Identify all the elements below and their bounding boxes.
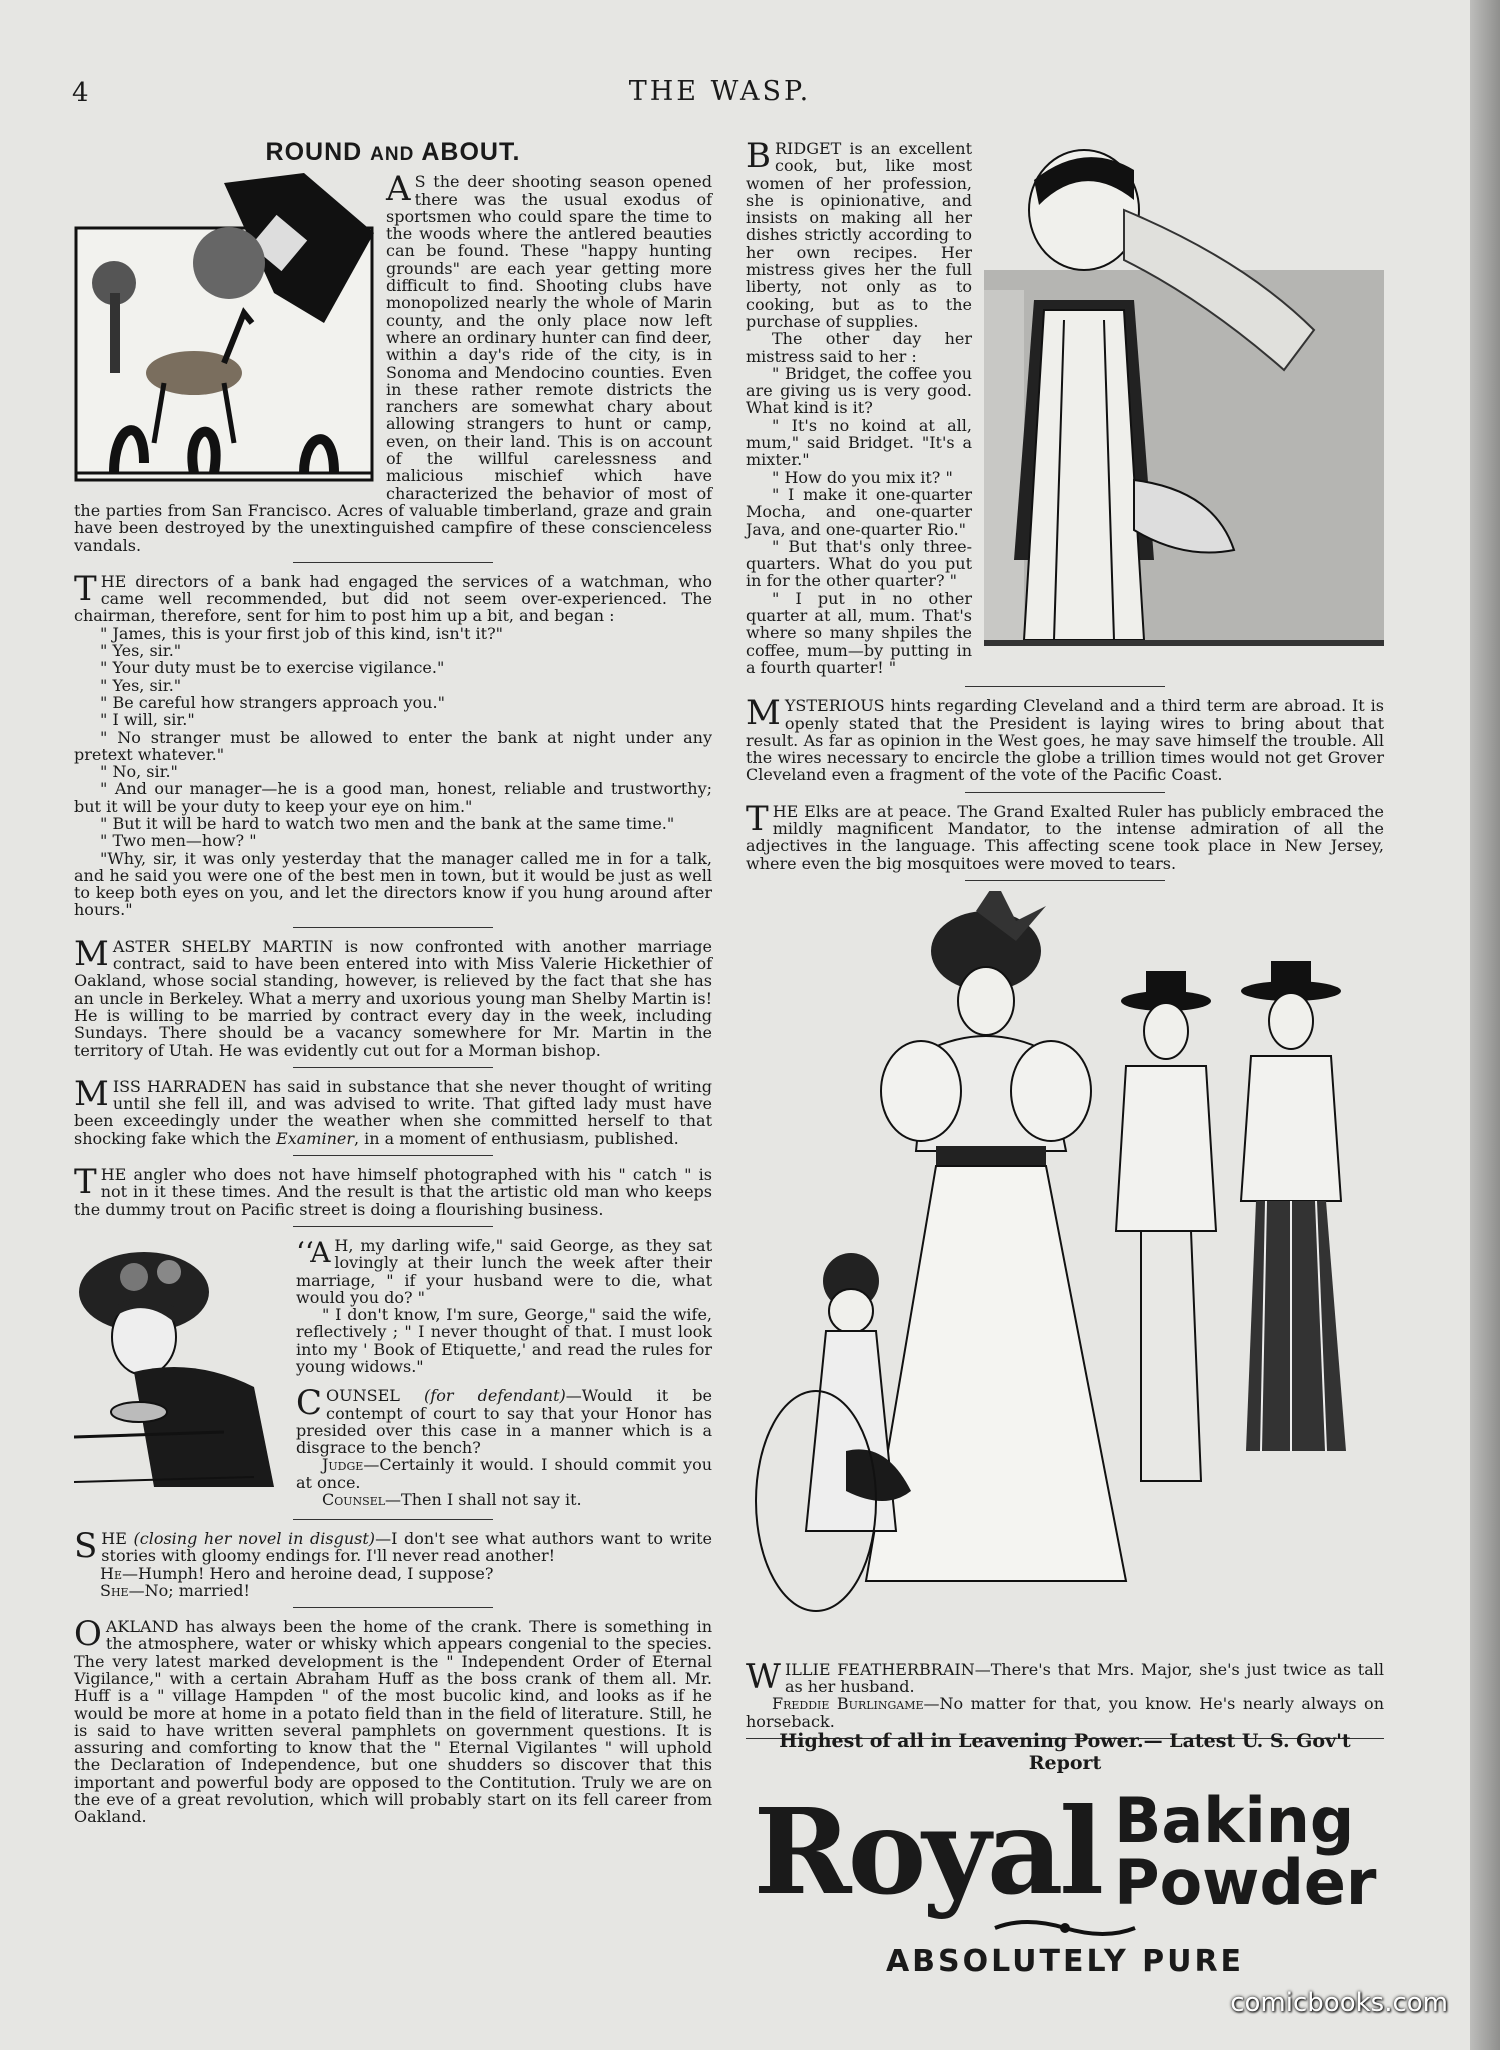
novel-article: SHE (closing her novel in disgust)—I don't see what authors want to write stories with gloomy endings for. I'll never read another! He—Humph! Hero and heroine dead, I suppose? She—No; married! bbox=[74, 1525, 712, 1600]
oakland-article: OAKLAND has always been the home of the crank. There is something in the atmosphere, water or whisky which appears congenial to the species. The very latest marked development is the " Independent Order of Eternal Vigilance," with a certain Abraham Huff as the boss crank of them all. Mr. Huff is a " village Hampden " of the most bucolic kind, and looks as if he would be more at home in a potato field than in the field of literature. Still, he is said to have written several pamphlets on government questions. It is assuring and comforting to know that the " Eternal Vigilantes " will uphold the Declaration of Independence, but one shudders so discover that this important and powerful body are opposed to the Contitution. Truly we are on the eve of a great revolution, which will probably start on its fell career from Oakland. bbox=[74, 1614, 712, 1827]
divider bbox=[293, 1519, 493, 1520]
divider bbox=[965, 792, 1165, 793]
ad-tagline: Highest of all in Leavening Power.— Latest U. S. Gov't Report bbox=[779, 1730, 1351, 1774]
left-column bbox=[74, 140, 712, 1828]
page-edge bbox=[1470, 0, 1500, 2050]
divider bbox=[293, 1226, 493, 1227]
deer-illustration bbox=[74, 173, 374, 483]
willie-caption: WILLIE FEATHERBRAIN—There's that Mrs. Major, she's just twice as tall as her husband. Freddie Burlingame—No matter for that, you know. He's nearly always on horseback. bbox=[746, 1656, 1384, 1731]
george-article: ‘‘A H, my darling wife," said George, as they sat lovingly at their lunch the week after their marriage, " if your husband were to die, what would you do? " " I don't know, I'm sure, George," said the wife, reflectively ; " I never thought of that. I must look into my ' Book of Etiquette,' and read the rules for young widows." COUNSEL (for defendant)—Would it be contempt of court to say that your Honor has presided over this case in a manner which is a disgrace to the bench? Judge—Certainly it would. I should commit you at once. Counsel—Then I shall not say it. bbox=[74, 1237, 712, 1508]
woman-reading-illustration bbox=[74, 1237, 284, 1507]
divider bbox=[293, 1607, 493, 1608]
counsel-article: COUNSEL (for defendant)—Would it be contempt of court to say that your Honor has presided over this case in a manner which is a disgrace to the bench? bbox=[296, 1383, 712, 1458]
masthead: THE WASP. bbox=[628, 76, 812, 107]
bank-article: THE directors of a bank had engaged the services of a watchman, who came well recommended, but did not seem over-experienced. The chairman, therefore, sent for him to post him up a bit, and began : " James, this is your first job of this kind, isn't it?" " Yes, sir." " Your duty must be to exercise vigilance." " Yes, sir." " Be careful how strangers approach you." " I will, sir." " No stranger must be allowed to enter the bank at night under any pretext whatever." " No, sir." " And our manager—he is a good man, honest, reliable and trustworthy; but it will be your duty to keep your eye on him." " But it will be hard to watch two men and the bank at the same time." " Two men—how? " "Why, sir, it was only yesterday that the manager called me in for a talk, and he said you were one of the best men in town, but it would be just as well to keep both eyes on you, and let the directors know if you hung around after hours." bbox=[74, 568, 712, 920]
divider bbox=[965, 686, 1165, 687]
watermark: comicbooks.com bbox=[1230, 1988, 1448, 2018]
divider bbox=[293, 927, 493, 928]
divider bbox=[293, 1067, 493, 1068]
divider bbox=[293, 1155, 493, 1156]
shelby-article: MASTER SHELBY MARTIN is now confronted with another marriage contract, said to have been entered into with Miss Valerie Hickethier of Oakland, whose social standing, however, is relieved by the fact that she has an uncle in Berkeley. What a merry and uxorious young man Shelby Martin is! He is willing to be married by contract every day in the week, including Sundays. There should be a vacancy somewhere for Mr. Martin in the territory of Utah. He was evidently cut out for a Morman bishop. bbox=[74, 933, 712, 1060]
harraden-article: MISS HARRADEN has said in substance that she never thought of writing until she fell ill, and was advised to write. That gifted lady must have been exceedingly under the weather when she committed herself to that shocking fake which the Examiner, in a moment of enthusiasm, published. bbox=[74, 1073, 712, 1148]
brand-name: Royal bbox=[753, 1782, 1101, 1921]
right-column bbox=[746, 136, 1384, 1749]
section-title: ROUND AND ABOUT. bbox=[265, 138, 521, 166]
cleveland-article: MYSTERIOUS hints regarding Cleveland and a third term are abroad. It is openly stated that the President is laying wires to bring about that result. As far as opinion in the West goes, he may save himself the trouble. All the wires necessary to encircle the globe a trillion times would not get Grover Cleveland even a fragment of the vote of the Pacific Coast. bbox=[746, 693, 1384, 785]
elks-article: THE Elks are at peace. The Grand Exalted Ruler has publicly embraced the mildly magnificent Mandator, to the intense admiration of all the adjectives in the language. This affecting scene took place in New Jersey, where even the big mosquitoes were moved to tears. bbox=[746, 798, 1384, 873]
royal-baking-powder-ad bbox=[746, 1730, 1384, 1979]
society-illustration bbox=[746, 891, 1384, 1651]
ad-slogan: ABSOLUTELY PURE bbox=[885, 1944, 1245, 1979]
page-number: 4 bbox=[72, 78, 89, 108]
divider bbox=[965, 880, 1165, 881]
cook-illustration bbox=[984, 140, 1384, 660]
ad-brand bbox=[746, 1782, 1384, 1921]
bridget-article: BRIDGET is an excellent cook, but, like most women of her profession, she is opinionative, and insists on making all her dishes strictly according to her own recipes. Her mistress gives her the full liberty, not only as to cooking, but as to the purchase of supplies. The other day her mistress said to her : " Bridget, the coffee you are giving us is very good. What kind is it? " It's no koind at all, mum," said Bridget. "It's a mixter." " How do you mix it? " " I make it one-quarter Mocha, and one-quarter Java, and one-quarter Rio." " But that's only three-quarters. What do you put in for the other quarter? " " I put in no other quarter at all, mum. That's where so many shpiles the coffee, mum—by putting in a fourth quarter! " bbox=[746, 140, 1384, 676]
deer-article: A S the deer shooting season opened there was the usual exodus of sportsmen who could spare the time to the woods where the antlered beauties can be found. These "happy hunting grounds" are each year getting more difficult to find. Shooting clubs have monopolized nearly the whole of Marin county, and the only place now left where an ordinary hunter can find deer, within a day's ride of the city, is in Sonoma and Mendocino counties. Even in these rather remote districts the ranchers are somewhat chary about allowing strangers to hunt or camp, even, on their land. This is on account of the willful carelessness and malicious mischief which have characterized the behavior of most of the parties from San Francisco. Acres of valuable timberland, graze and grain have been destroyed by the unextinguished campfire of these conscienceless vandals. bbox=[74, 169, 712, 555]
product-name: Baking Powder bbox=[1114, 1784, 1377, 1919]
divider bbox=[293, 562, 493, 563]
angler-article: THE angler who does not have himself photographed with his " catch " is not in it these times. And the result is that the artistic old man who keeps the dummy trout on Pacific street is doing a flourishing business. bbox=[74, 1162, 712, 1219]
